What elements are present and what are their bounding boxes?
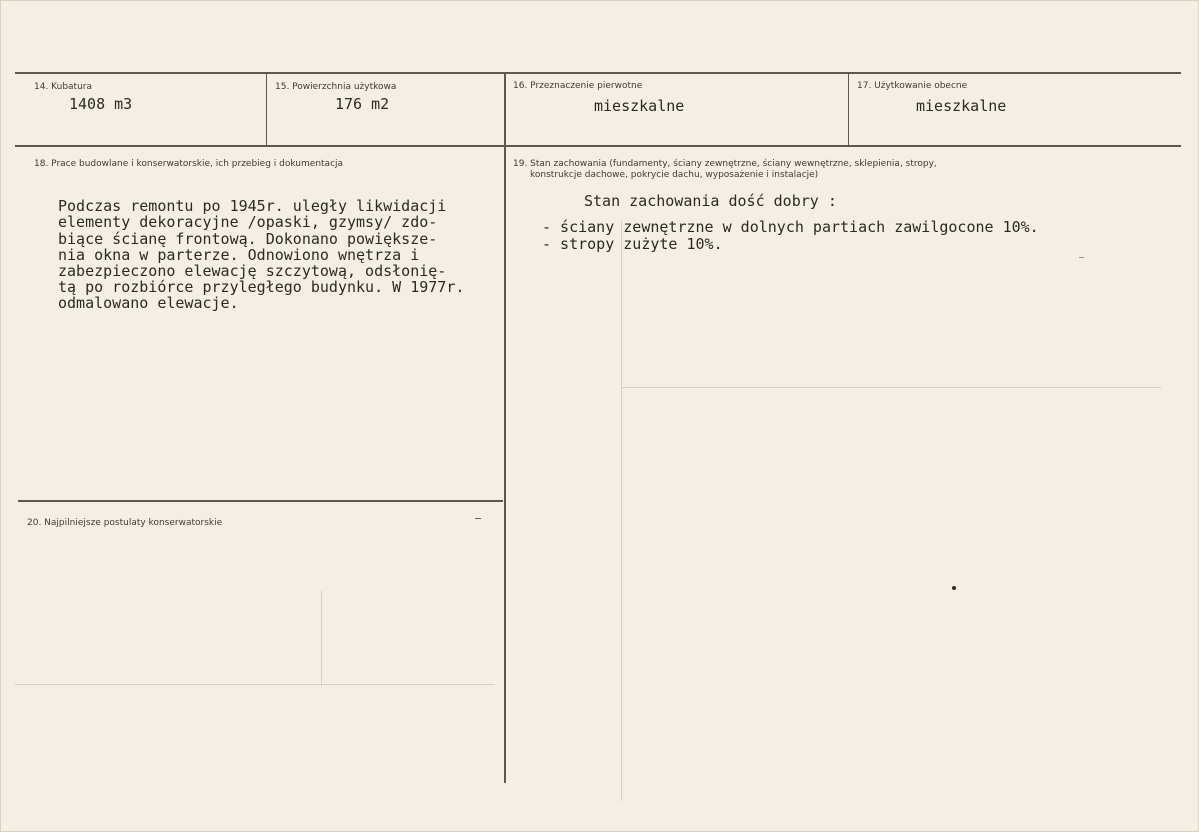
col-divider-3 <box>848 73 849 146</box>
field-16-label: 16. Przeznaczenie pierwotne <box>513 81 643 91</box>
row-rule <box>15 145 1181 147</box>
field-17-label: 17. Użytkowanie obecne <box>857 81 968 91</box>
ink-mark <box>475 518 481 519</box>
field-14-value: 1408 m3 <box>69 95 133 113</box>
field-16-value: mieszkalne <box>594 97 685 115</box>
field-19-item: - ściany zewnętrzne w dolnych partiach zawilgocone 10%. <box>542 218 1039 236</box>
field-18-line: elementy dekoracyjne /opaski, gzymsy/ zdo- <box>58 213 438 232</box>
field-19-label: 19. Stan zachowania (fundamenty, ściany zewnętrzne, ściany wewnętrzne, sklepienia, stropy, <box>513 159 937 169</box>
ink-mark <box>1079 257 1084 258</box>
show-through-line <box>321 591 322 686</box>
field-17-value: mieszkalne <box>916 97 1007 115</box>
field-15-value: 176 m2 <box>335 95 390 113</box>
show-through-line <box>621 387 1161 388</box>
show-through-line <box>15 684 495 685</box>
field-18-label: 18. Prace budowlane i konserwatorskie, ich przebieg i dokumentacja <box>34 159 344 169</box>
field-19-heading: Stan zachowania dość dobry : <box>584 192 837 210</box>
col-divider-2 <box>504 73 506 783</box>
field-18-line: Podczas remontu po 1945r. uległy likwidacji <box>58 197 447 216</box>
field-19-label-cont: konstrukcje dachowe, pokrycie dachu, wyposażenie i instalacje) <box>530 170 819 180</box>
top-rule <box>15 72 1181 74</box>
ink-dot <box>952 586 956 590</box>
show-through-line <box>621 221 622 801</box>
field-18-line: biące ścianę frontową. Dokonano powiększe- <box>58 229 438 248</box>
col-divider-1 <box>266 73 267 146</box>
field-18-line: nia okna w parterze. Odnowiono wnętrza i <box>58 245 420 264</box>
field-18-text <box>58 182 464 312</box>
field-18-line: odmalowano elewacje. <box>58 294 239 313</box>
field-20-label: 20. Najpilniejsze postulaty konserwatorskie <box>27 518 223 528</box>
section-rule <box>18 500 503 502</box>
field-19-item: - stropy zużyte 10%. <box>542 235 723 253</box>
field-18-line: zabezpieczono elewację szczytową, odsłonię- <box>58 262 447 281</box>
field-15-label: 15. Powierzchnia użytkowa <box>275 82 397 92</box>
field-14-label: 14. Kubatura <box>34 82 93 92</box>
field-18-line: tą po rozbiórce przyległego budynku. W 1977r. <box>58 278 465 297</box>
